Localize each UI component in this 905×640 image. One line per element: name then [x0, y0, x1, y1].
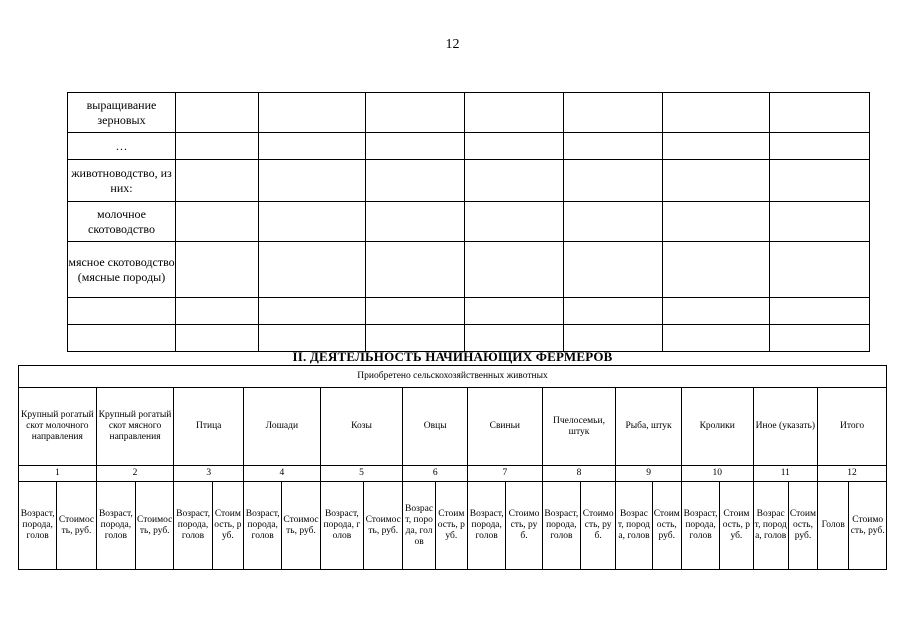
table-cell: [366, 133, 465, 160]
column-number: 2: [96, 466, 174, 482]
group-header: Овцы: [403, 388, 468, 466]
subheader-cost: Стоимость, руб.: [364, 482, 403, 570]
row-label: молочное скотоводство: [68, 202, 176, 242]
column-number: 7: [467, 466, 542, 482]
column-number: 12: [818, 466, 887, 482]
table-cell: [465, 298, 564, 325]
column-number: 3: [174, 466, 244, 482]
row-label: …: [68, 133, 176, 160]
subheader-cost: Стоимость, руб.: [506, 482, 542, 570]
group-header: Птица: [174, 388, 244, 466]
column-number: 6: [403, 466, 468, 482]
row-label: животноводство, из них:: [68, 160, 176, 202]
table-cell: [366, 325, 465, 352]
table-cell: [259, 298, 366, 325]
table-cell: [770, 202, 870, 242]
subheader-cost: Стоимость, руб.: [849, 482, 887, 570]
group-header: Лошади: [244, 388, 321, 466]
column-number: 9: [616, 466, 682, 482]
row-label: выращивание зерновых: [68, 93, 176, 133]
subheader-cost: Стоимость, руб.: [581, 482, 616, 570]
table-cell: [176, 298, 259, 325]
table-cell: [366, 242, 465, 298]
column-number: 8: [542, 466, 616, 482]
table-cell: [176, 133, 259, 160]
group-header: Иное (указать): [753, 388, 818, 466]
column-number: 4: [244, 466, 321, 482]
group-header: Крупный рогатый скот мясного направления: [96, 388, 174, 466]
subheader-cost: Стоимость, руб.: [720, 482, 753, 570]
column-number: 10: [681, 466, 753, 482]
group-header: Пчелосемьи, штук: [542, 388, 616, 466]
table-cell: [770, 133, 870, 160]
table-cell: [176, 93, 259, 133]
group-header: Козы: [320, 388, 403, 466]
table-cell: [564, 298, 663, 325]
subheader-cost: Стоимость, руб.: [136, 482, 174, 570]
subheader-age: Голов: [818, 482, 849, 570]
subheader-cost: Стоимость, руб.: [435, 482, 467, 570]
subheader-cost: Стоимость, руб.: [57, 482, 96, 570]
subheader-age: Возраст, порода, голов: [467, 482, 505, 570]
table-cell: [465, 202, 564, 242]
activity-table: [67, 92, 870, 352]
subheader-age: Возраст, порода, голов: [19, 482, 57, 570]
subheader-age: Возраст, порода, голов: [753, 482, 788, 570]
column-number: 5: [320, 466, 403, 482]
table-cell: [663, 242, 770, 298]
table-cell: [564, 93, 663, 133]
subheader-age: Возраст, порода, голов: [174, 482, 212, 570]
table-cell: [663, 160, 770, 202]
table-cell: [564, 202, 663, 242]
livestock-table: [18, 365, 887, 570]
table-cell: [366, 160, 465, 202]
table-cell: [465, 133, 564, 160]
group-header: Рыба, штук: [616, 388, 682, 466]
table-row: [68, 242, 870, 298]
group-header: Свиньи: [467, 388, 542, 466]
subheader-age: Возраст, порода, голов: [320, 482, 363, 570]
subheader-age: Возраст, порода, голов: [542, 482, 580, 570]
subheader-cost: Стоимость, руб.: [212, 482, 243, 570]
table-cell: [770, 298, 870, 325]
table-cell: [259, 242, 366, 298]
table-cell: [366, 93, 465, 133]
table-cell: [663, 202, 770, 242]
table-cell: [259, 133, 366, 160]
table-cell: [663, 298, 770, 325]
table-row: [68, 325, 870, 352]
table-cell: [770, 242, 870, 298]
table-cell: [770, 325, 870, 352]
subheader-age: Возраст, порода, голов: [244, 482, 282, 570]
group-header: Итого: [818, 388, 887, 466]
table-cell: [366, 298, 465, 325]
table-cell: [564, 133, 663, 160]
section-title: II. ДЕЯТЕЛЬНОСТЬ НАЧИНАЮЩИХ ФЕРМЕРОВ: [292, 349, 613, 364]
table-row: [68, 133, 870, 160]
table-cell: [465, 242, 564, 298]
table-cell: [259, 93, 366, 133]
table-cell: [564, 242, 663, 298]
row-label: [68, 325, 176, 352]
row-label: мясное скотоводство (мясные породы): [68, 242, 176, 298]
subheader-age: Возраст, порода, голов: [616, 482, 652, 570]
table-cell: [176, 160, 259, 202]
table-cell: [259, 202, 366, 242]
subheader-cost: Стоимость, руб.: [652, 482, 681, 570]
table-cell: [564, 160, 663, 202]
table-cell: [366, 202, 465, 242]
row-label: [68, 298, 176, 325]
table-cell: [259, 160, 366, 202]
table-row: [68, 93, 870, 133]
subheader-cost: Стоимость, руб.: [282, 482, 320, 570]
column-number: 1: [19, 466, 97, 482]
table-cell: [176, 242, 259, 298]
table-cell: [770, 93, 870, 133]
subheader-age: Возраст, порода, голов: [681, 482, 719, 570]
table-row: [68, 298, 870, 325]
table-cell: [465, 160, 564, 202]
column-number: 11: [753, 466, 818, 482]
group-header: Крупный рогатый скот молочного направления: [19, 388, 97, 466]
subheader-age: Возраст, порода, голов: [403, 482, 435, 570]
table-cell: [465, 93, 564, 133]
page-number: 12: [445, 37, 460, 52]
table-cell: [663, 325, 770, 352]
table-row: [68, 202, 870, 242]
table-cell: [259, 325, 366, 352]
table-cell: [564, 325, 663, 352]
table-cell: [465, 325, 564, 352]
table-cell: [663, 93, 770, 133]
subheader-cost: Стоимость, руб.: [788, 482, 817, 570]
table-header: Приобретено сельскохозяйственных животных: [19, 366, 887, 388]
table-cell: [176, 202, 259, 242]
table-cell: [770, 160, 870, 202]
table-cell: [663, 133, 770, 160]
group-header: Кролики: [681, 388, 753, 466]
table-row: [68, 160, 870, 202]
subheader-age: Возраст, порода, голов: [96, 482, 135, 570]
table-cell: [176, 325, 259, 352]
